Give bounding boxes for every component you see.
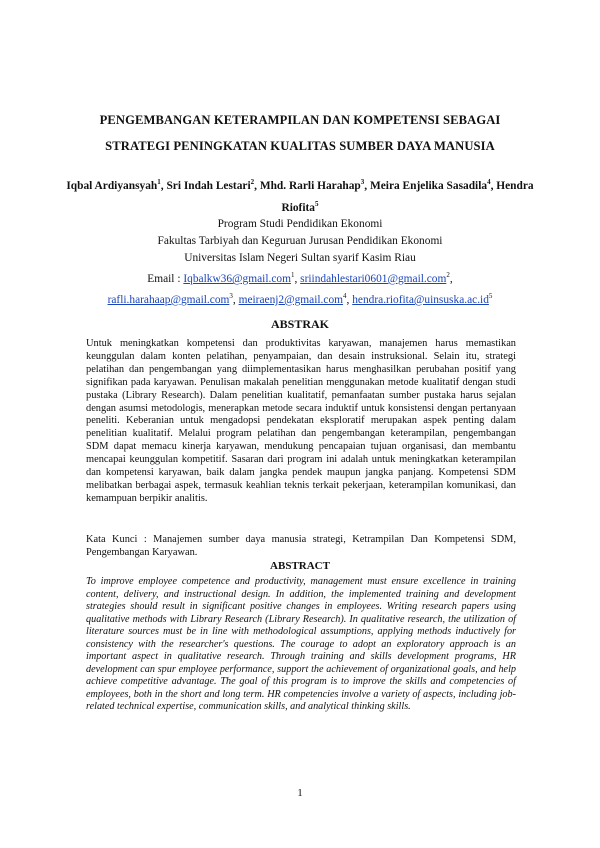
email-mark: 2 (446, 271, 450, 279)
author-affiliation-mark: 4 (487, 178, 491, 186)
author-name: Meira Enjelika Sasadila (369, 179, 488, 192)
page-number: 1 (297, 787, 303, 799)
author-name: Iqbal Ardiyansyah (66, 179, 158, 192)
abstrak-body: Untuk meningkatkan kompetensi dan produktivitas karyawan, manajemen harus memastikan keunggulan dalam konten pelatihan, penyampaian, dan desain instruksional. Selain itu, strategi pelatihan dan pengembangan yang diimplementasikan harus menghasilkan perubahan positif yang signifikan pada karyawan. Penulisan makalah penelitian menggunakan metode kualitatif dengan studi pustaka (Library Research). Dalam penelitian kualitatif, pemanfaatan sumber pustaka harus sejalan dengan asumsi metodologis, menerapkan metode secara induktif untuk konsistensi dengan pertanyaan peneliti. Keberanian untuk mengadopsi pendekatan eksploratif merupakan aspek penting dalam penelitian kualitatif. Melalui program pelatihan dan pengembangan keterampilan, pengembangan SDM dapat memacu kinerja karyawan, mendukung pencapaian tujuan organisasi, dan membantu mencapai keunggulan kompetitif. Sasaran dari program ini adalah untuk meningkatkan keterampilan dan kompetensi karyawan, baik dalam jangka pendek maupun jangka panjang. Kompetensi SDM melibatkan berbagai aspek, termasuk keahlian teknis terkait pekerjaan, keterampilan komunikasi, dan kemampuan berpikir analitis. (86, 338, 516, 504)
paper-title-line-2: STRATEGI PENINGKATAN KUALITAS SUMBER DAYA MANUSIA (105, 139, 495, 153)
email-link[interactable]: sriindahlestari0601@gmail.com (300, 272, 447, 285)
affiliation-university: Universitas Islam Negeri Sultan syarif Kasim Riau (184, 252, 416, 264)
email-mark: 4 (343, 291, 347, 300)
author-affiliation-mark: 3 (360, 178, 365, 186)
email-link[interactable]: rafli.harahaap@gmail.com (107, 293, 230, 306)
abstract-body: To improve employee competence and productivity, management must ensure excellence in training content, delivery, and instructional design. In addition, the implemented training and development strategies should result in significant positive changes in employees. Writing research papers using qualitative methods with Library Research (Library Research). In qualitative research, the utilization of literature sources must be in line with methodological assumptions, applying methods inductively for consistency with the researcher's questions. The courage to adopt an exploratory approach is an important aspect in qualitative research. Through training and skills development programs, HR development can spur employee performance, support the achievement of organizational goals, and help achieve competitive advantage. The goal of this program is to improve the skills and competencies of employees, both in the short and long term. HR competencies involve a variety of aspects, including job-related technical expertise, communication skills, and analytical thinking skills. (86, 576, 516, 712)
email-mark: 1 (290, 271, 295, 279)
email-line-2: rafli.harahaap@gmail.com$^3$, meiraenj2@gmail.com$^4$, $hendra.riofita@uinsuska.ac.id^5$ (107, 291, 493, 306)
email-mark: 3 (229, 291, 233, 300)
paper-title-line-1: PENGEMBANGAN KETERAMPILAN DAN KOMPETENSI SEBAGAI (99, 113, 501, 127)
author-affiliation-mark: 5 (315, 199, 319, 208)
author-affiliation-mark: 2 (250, 178, 255, 186)
affiliation-faculty: Fakultas Tarbiyah dan Keguruan Jurusan Pendidikan Ekonomi (157, 235, 443, 247)
author-affiliation-mark: 1 (157, 178, 161, 186)
author-separator: , (160, 179, 167, 192)
affiliation-block (40, 216, 560, 309)
email-line-1: Email : Iqbalkw36@gmail.com$^1$, sriindahlestari0601@gmail.com$^2$, (147, 271, 453, 285)
email-mark: 5 (488, 291, 493, 300)
author-separator: , (490, 179, 497, 192)
author-list (60, 173, 540, 217)
keywords: Kata Kunci : Manajemen sumber daya manusia strategi, Ketrampilan Dan Kompetensi SDM, Pengembangan Karyawan. (86, 534, 516, 558)
email-link[interactable]: hendra.riofita@uinsuska.ac.id (352, 293, 489, 306)
email-link[interactable]: Iqbalkw36@gmail.com (183, 272, 291, 285)
abstract-heading: ABSTRACT (270, 560, 330, 572)
author-name: Sri Indah Lestari (166, 179, 251, 192)
affiliation-program: Program Studi Pendidikan Ekonomi (217, 218, 383, 230)
author-name: Hendra Riofita (281, 179, 534, 214)
abstrak-heading: ABSTRAK (270, 317, 329, 331)
author-separator: , (364, 179, 370, 192)
author-separator: , (254, 179, 260, 192)
email-link[interactable]: meiraenj2@gmail.com (238, 293, 344, 306)
email-label: Email : (147, 272, 184, 285)
author-name: Mhd. Rarli Harahap (259, 179, 361, 192)
